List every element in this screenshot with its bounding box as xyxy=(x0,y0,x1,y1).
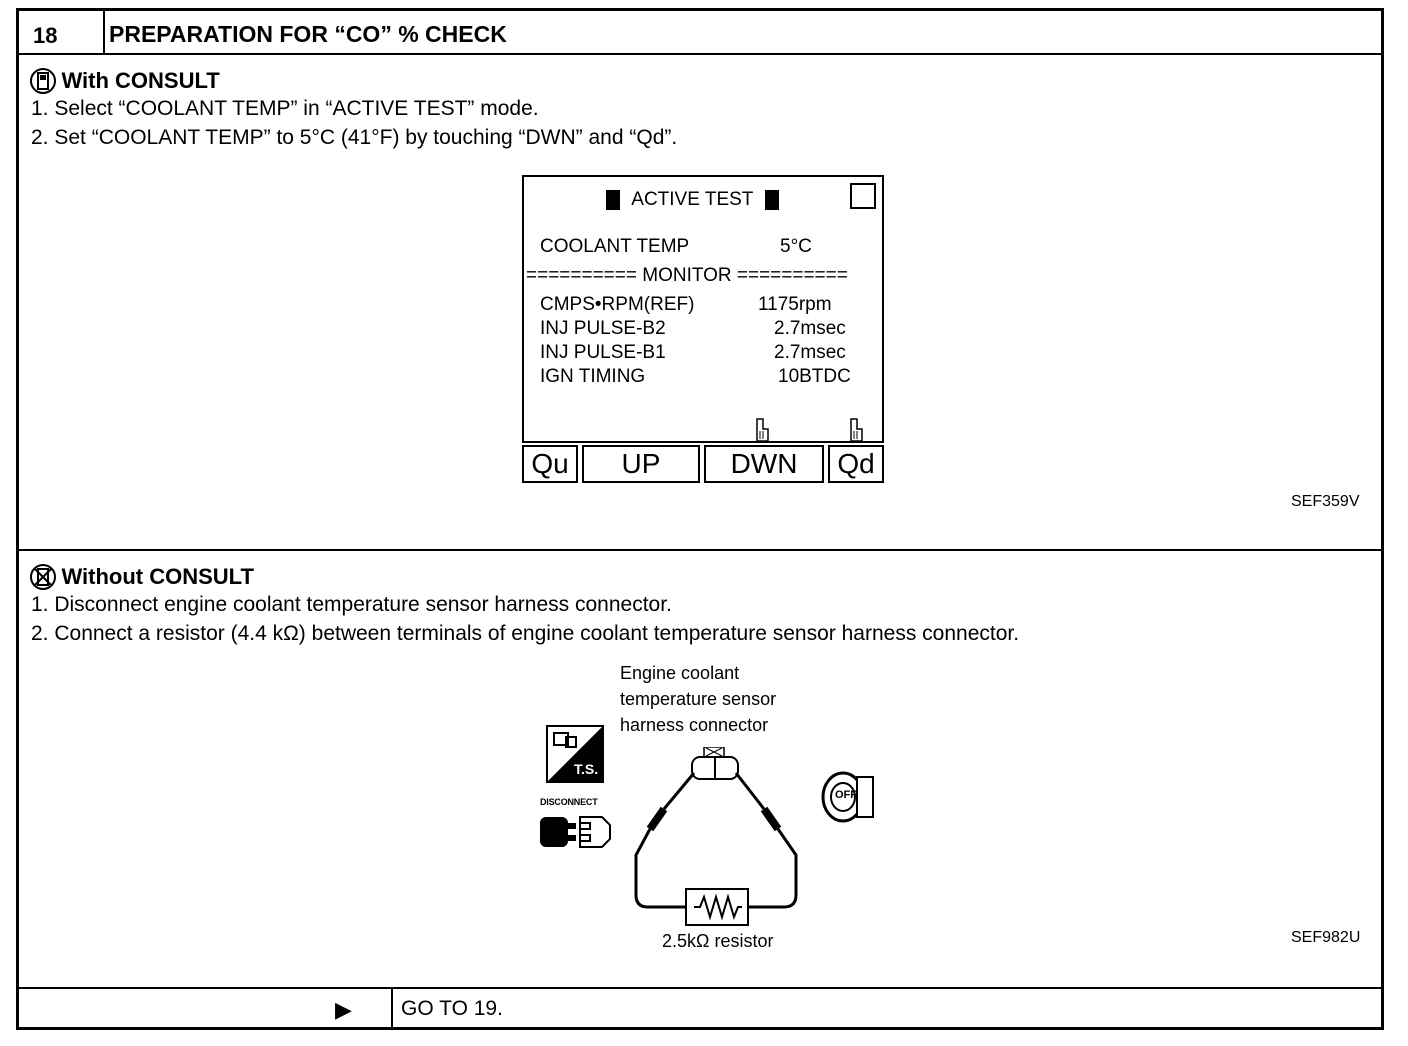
footer-rule xyxy=(19,987,1381,989)
touch-finger-icon xyxy=(754,417,772,443)
screen-corner-box xyxy=(850,183,876,209)
without-consult-heading-row xyxy=(29,563,254,591)
disconnect-icon xyxy=(538,811,614,853)
without-consult-step-2: 2. Connect a resistor (4.4 kΩ) between terminals of engine coolant temperature sensor harness connector. xyxy=(31,622,1020,645)
title-block-left xyxy=(606,190,620,210)
monitor-value: 1175rpm xyxy=(758,294,832,315)
qu-button[interactable]: Qu xyxy=(522,445,578,483)
screen-title: ACTIVE TEST xyxy=(631,189,754,210)
disconnect-label: DISCONNECT xyxy=(540,797,598,807)
footer-divider xyxy=(391,987,393,1030)
with-consult-step-1: 1. Select “COOLANT TEMP” in “ACTIVE TEST” mode. xyxy=(31,97,539,120)
procedure-sheet xyxy=(16,8,1384,1030)
step-number: 18 xyxy=(33,23,58,48)
section-rule xyxy=(19,549,1381,551)
ignition-off-icon xyxy=(819,769,881,825)
test-item-label: COOLANT TEMP xyxy=(540,236,690,257)
monitor-label: CMPS•RPM(REF) xyxy=(540,294,695,315)
monitor-value: 2.7msec xyxy=(774,318,846,339)
dwn-button[interactable]: DWN xyxy=(704,445,824,483)
monitor-value: 10BTDC xyxy=(778,366,851,387)
connector-label-line: harness connector xyxy=(620,715,769,735)
without-consult-step-1: 1. Disconnect engine coolant temperature sensor harness connector. xyxy=(31,593,672,616)
monitor-label: INJ PULSE-B1 xyxy=(540,342,666,363)
qd-button[interactable]: Qd xyxy=(828,445,884,483)
monitor-separator: ========== MONITOR ========== xyxy=(526,265,848,286)
connector-label-line: temperature sensor xyxy=(620,689,777,709)
connector-label-line: Engine coolant xyxy=(620,663,740,683)
without-consult-heading: Without CONSULT xyxy=(61,564,254,589)
ts-icon xyxy=(546,725,604,783)
goto-next-step[interactable]: GO TO 19. xyxy=(401,997,503,1020)
with-consult-heading: With CONSULT xyxy=(61,68,220,93)
screen-title-row xyxy=(606,189,779,211)
figure-code: SEF982U xyxy=(1291,929,1361,946)
step-title: PREPARATION FOR “CO” % CHECK xyxy=(109,21,507,47)
consult-icon xyxy=(29,67,57,95)
monitor-label: IGN TIMING xyxy=(540,366,646,387)
with-consult-step-2: 2. Set “COOLANT TEMP” to 5°C (41°F) by touching “DWN” and “Qd”. xyxy=(31,126,678,149)
monitor-value: 2.7msec xyxy=(774,342,846,363)
consult-screen xyxy=(522,175,884,485)
header-rule xyxy=(19,53,1381,55)
touch-finger-icon xyxy=(848,417,866,443)
monitor-label: INJ PULSE-B2 xyxy=(540,318,666,339)
ts-label: T.S. xyxy=(574,761,599,777)
test-item-value: 5°C xyxy=(780,236,812,257)
up-button[interactable]: UP xyxy=(582,445,700,483)
title-block-right xyxy=(765,190,779,210)
with-consult-heading-row xyxy=(29,67,220,95)
no-consult-icon xyxy=(29,563,57,591)
resistor-circuit xyxy=(624,747,814,947)
play-arrow-icon: ▶ xyxy=(335,997,352,1022)
figure-code: SEF359V xyxy=(1291,493,1360,510)
resistor-figure xyxy=(534,663,894,953)
key-off-label: OFF xyxy=(835,789,857,801)
resistor-label: 2.5kΩ resistor xyxy=(662,931,774,951)
header-divider xyxy=(103,11,105,55)
